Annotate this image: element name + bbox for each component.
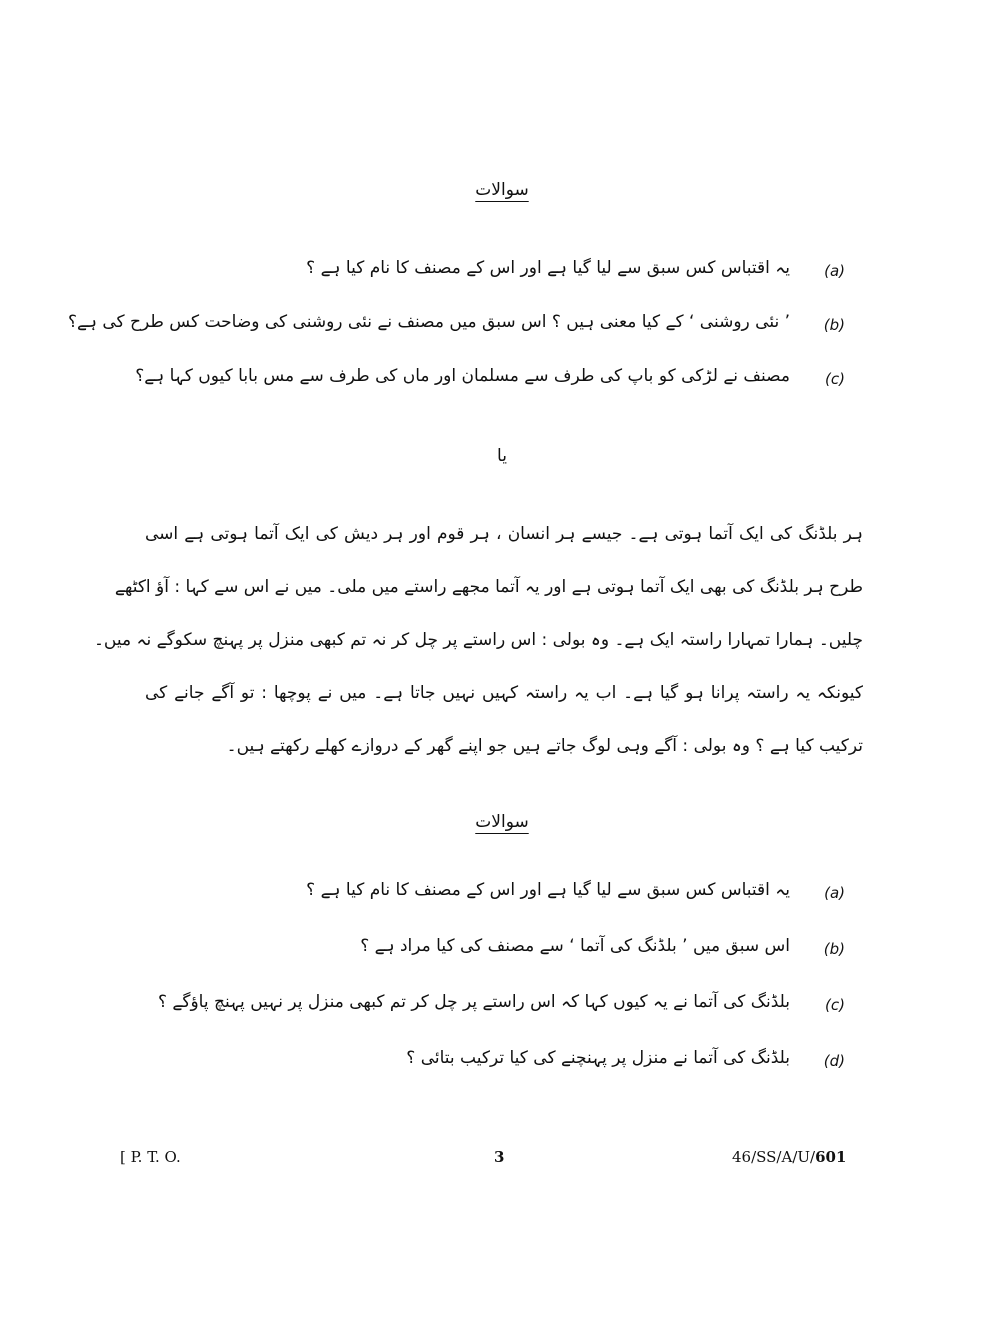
pto-label: [ P. T. O. <box>120 1148 181 1166</box>
question-text: ’ نئی روشنی ‘ کے کیا معنی ہیں ؟ اس سبق میں مصنف نے نئی روشنی کی وضاحت کس طرح کی ہے؟ <box>67 312 790 332</box>
passage-line: کیونکہ یہ راستہ پرانا ہو گیا ہے۔ اب یہ راستہ کہیں نہیں جاتا ہے۔ میں نے پوچھا : تو آگے جانے کی <box>145 683 863 703</box>
question-letter: (a) <box>824 262 845 280</box>
section-2-question-d <box>140 1048 845 1078</box>
section-2-question-b <box>140 936 845 966</box>
question-text: مصنف نے لڑکی کو باپ کی طرف سے مسلمان اور ماں کی طرف سے مس بابا کیوں کہا ہے؟ <box>135 366 790 386</box>
question-text: بلڈنگ کی آتما نے یہ کیوں کہا کہ اس راستے پر چل کر تم کبھی منزل پر نہیں پہنچ پاؤگے ؟ <box>157 992 790 1012</box>
passage <box>93 508 863 773</box>
question-letter: (d) <box>823 1052 845 1070</box>
section-1-question-a <box>140 258 845 288</box>
passage-line: ترکیب کیا ہے ؟ وہ بولی : آگے وہی لوگ جاتے ہیں جو اپنے گھر کے دروازے کھلے رکھتے ہیں۔ <box>226 736 863 756</box>
paper-code-prefix: 46/SS/A/U/ <box>732 1148 816 1166</box>
question-text: یہ اقتباس کس سبق سے لیا گیا ہے اور اس کے مصنف کا نام کیا ہے ؟ <box>306 880 790 900</box>
question-letter: (c) <box>825 996 845 1014</box>
question-text: بلڈنگ کی آتما نے منزل پر پہنچنے کی کیا ترکیب بتائی ؟ <box>406 1048 790 1068</box>
section-2-question-c <box>140 992 845 1022</box>
question-letter: (b) <box>823 940 845 958</box>
section-1-heading: سوالات <box>475 180 529 200</box>
passage-line: طرح ہر بلڈنگ کی بھی ایک آتما ہوتی ہے اور یہ آتما مجھے راستے میں ملی۔ میں نے اس سے کہا : آؤ اکٹھے <box>114 577 863 597</box>
question-text: اس سبق میں ’ بلڈنگ کی آتما ‘ سے مصنف کی کیا مراد ہے ؟ <box>360 936 790 956</box>
question-letter: (b) <box>823 316 845 334</box>
paper-code-suffix: 601 <box>815 1148 847 1166</box>
passage-line: ہر بلڈنگ کی ایک آتما ہوتی ہے۔ جیسے ہر انسان ، ہر قوم اور ہر دیش کی ایک آتما ہوتی ہے اسی <box>145 524 863 544</box>
passage-line: چلیں۔ ہمارا تمہارا راستہ ایک ہے۔ وہ بولی : اس راستے پر چل کر نہ تم کبھی منزل پر پہنچ سکوگے نہ میں۔ <box>93 630 863 650</box>
section-1-question-b <box>67 312 845 342</box>
section-2-heading: سوالات <box>475 812 529 832</box>
question-letter: (a) <box>824 884 845 902</box>
or-separator: یا <box>497 446 507 466</box>
section-1-question-c <box>135 366 845 396</box>
question-text: یہ اقتباس کس سبق سے لیا گیا ہے اور اس کے مصنف کا نام کیا ہے ؟ <box>306 258 790 278</box>
paper-code <box>732 1148 846 1166</box>
page-number: 3 <box>494 1148 505 1166</box>
section-2-question-a <box>140 880 845 910</box>
question-letter: (c) <box>825 370 845 388</box>
